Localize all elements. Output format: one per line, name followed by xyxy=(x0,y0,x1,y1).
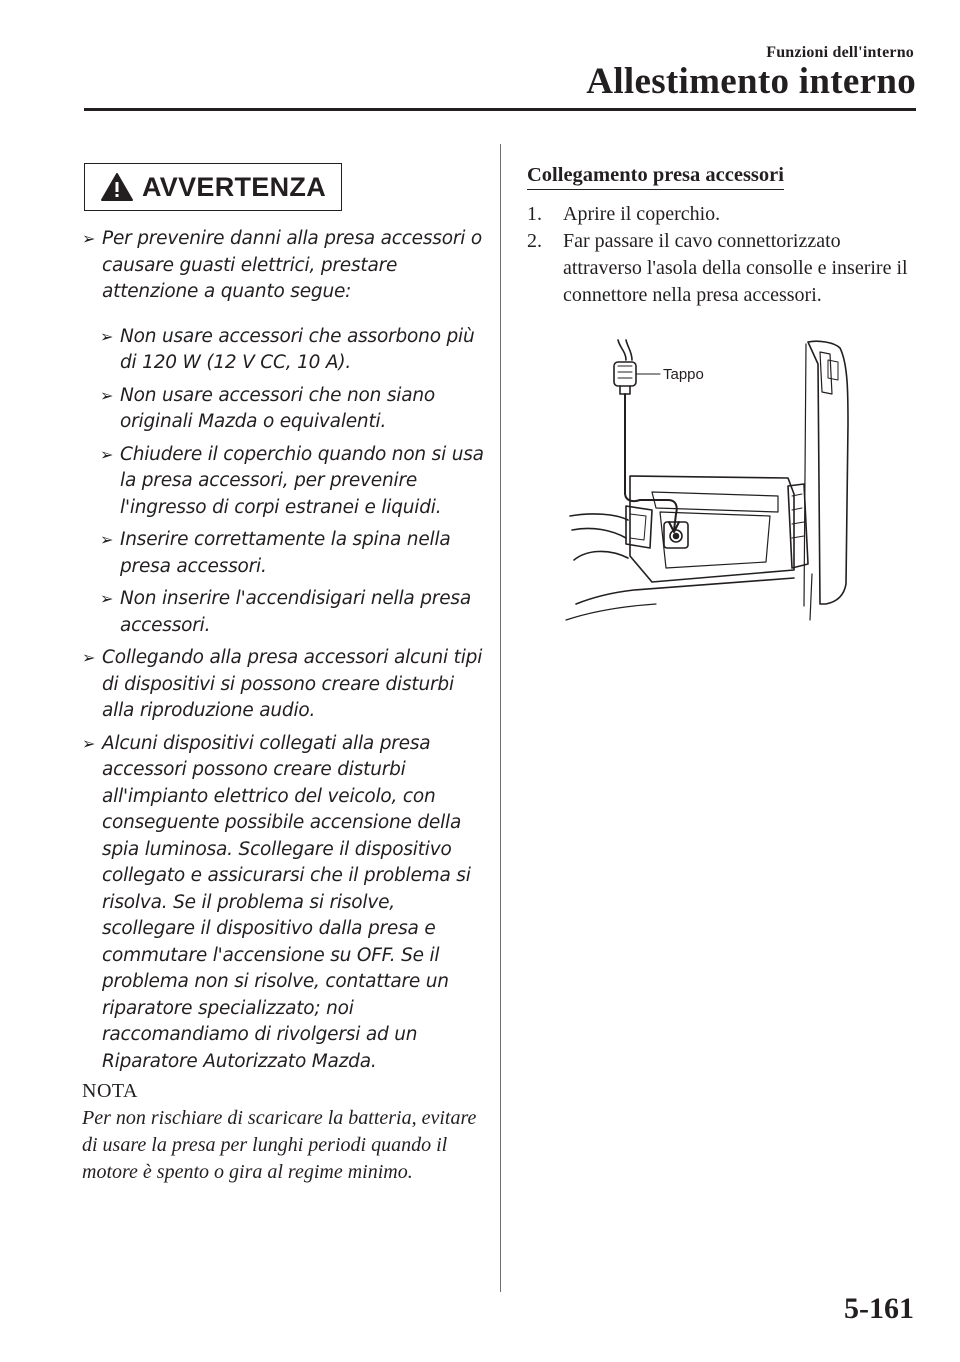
chapter-subtitle: Funzioni dell'interno xyxy=(766,44,914,61)
step-item xyxy=(527,201,917,228)
note-block xyxy=(82,1078,492,1186)
warning-subitem xyxy=(100,324,490,377)
warning-item-text: Collegando alla presa accessori alcuni tipi di dispositivi si possono creare disturbi alla riproduzione audio. xyxy=(102,647,483,721)
warning-item xyxy=(82,226,490,306)
warning-item-text: Per prevenire danni alla presa accessori o causare guasti elettrici, prestare attenzione a quanto segue: xyxy=(102,228,482,302)
step-number: 2. xyxy=(527,230,542,252)
figure-label-tappo: Tappo xyxy=(663,366,704,383)
header-rule xyxy=(84,108,916,111)
step-text: Far passare il cavo connettorizzato attraverso l'asola della consolle e inserire il connettore nella presa accessori. xyxy=(563,230,908,306)
arrow-bullet-icon: ➢ xyxy=(100,530,114,549)
warning-item xyxy=(82,645,490,725)
warning-item xyxy=(82,731,490,1076)
steps-list xyxy=(527,201,917,309)
chapter-title: Allestimento interno xyxy=(586,61,916,102)
page-number: 5-161 xyxy=(844,1292,914,1325)
arrow-bullet-icon: ➢ xyxy=(100,385,114,405)
warning-item-text: Non usare accessori che assorbono più di 120 W (12 V CC, 10 A). xyxy=(120,325,475,373)
warning-item-text: Alcuni dispositivi collegati alla presa accessori possono creare disturbi all'impianto elettrico del veicolo, con conseguente possibile accensione della spia luminosa. Scollegare il dispositivo collegato e assicurarsi che il problema si risolva. Se il problema si risolve, scollegare il dispositivo dalla presa e commutare l'accensione su OFF. Se il problema non si risolve, contattare un riparatore specializzato; noi raccomandiamo di rivolgersi ad un Riparatore Autorizzato Mazda. xyxy=(102,732,471,1072)
warning-subitem xyxy=(100,383,490,436)
arrow-bullet-icon: ➢ xyxy=(82,229,96,248)
note-text: Per non rischiare di scaricare la batteria, evitare di usare la presa per lunghi periodi quando il motore è spento o gira al regime minimo. xyxy=(82,1107,477,1183)
note-label: NOTA xyxy=(82,1080,138,1102)
warning-item-text: Non inserire l'accendisigari nella presa accessori. xyxy=(120,588,471,636)
arrow-bullet-icon: ➢ xyxy=(100,326,114,346)
arrow-bullet-icon: ➢ xyxy=(100,589,114,608)
warning-box xyxy=(84,163,342,211)
column-divider xyxy=(500,144,501,1292)
console-illustration xyxy=(556,334,856,624)
warning-subitem xyxy=(100,442,490,522)
step-text: Aprire il coperchio. xyxy=(563,203,721,225)
arrow-bullet-icon: ➢ xyxy=(100,444,114,464)
warning-triangle-icon xyxy=(100,172,134,202)
warning-title: AVVERTENZA xyxy=(141,171,326,202)
warning-subitem xyxy=(100,586,490,639)
warning-item-text: Inserire correttamente la spina nella presa accessori. xyxy=(120,529,451,577)
arrow-bullet-icon: ➢ xyxy=(82,648,96,667)
step-number: 1. xyxy=(527,203,542,225)
warning-item-text: Chiudere il coperchio quando non si usa la presa accessori, per prevenire l'ingresso di corpi estranei e liquidi. xyxy=(120,443,484,518)
warning-list xyxy=(82,226,490,1081)
arrow-bullet-icon: ➢ xyxy=(82,733,96,753)
warning-item-text: Non usare accessori che non siano originali Mazda o equivalenti. xyxy=(120,384,435,432)
section-title: Collegamento presa accessori xyxy=(527,164,784,190)
step-item xyxy=(527,228,917,309)
warning-subitem xyxy=(100,527,490,580)
